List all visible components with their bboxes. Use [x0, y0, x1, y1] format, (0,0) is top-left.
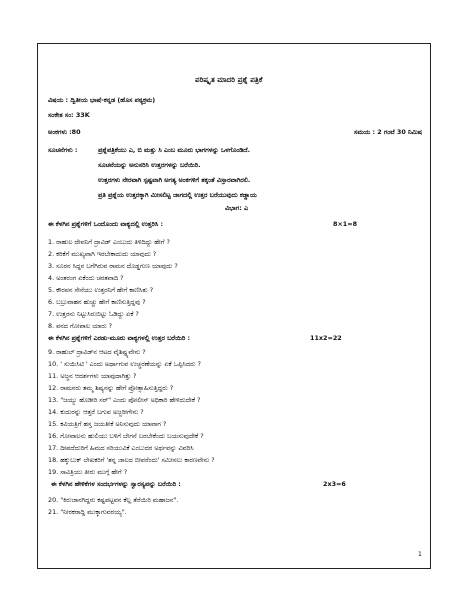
section-heading: ವಿಭಾಗ: ಎ — [225, 204, 249, 212]
question: 14. ಕುದುರನ್ನು ಆತ್ತರೆ ಬಗುವ ಅಜ್ಜರೀಗೇನು ? — [48, 408, 144, 416]
question: 2. ಕರಿಕೆಗೆ ಮುಖ್ಯವಾಗಿ ಇರಬೇಕಾದುದು ಯಾವುದು ? — [48, 250, 157, 258]
question: 9. ರಾಹುಲ್ ದ್ರಾವಿಡ್‌ನ ಆಟದ ವೈಶಿಷ್ಟ್ಯವೇನು ? — [48, 348, 146, 356]
instructions-label: ಸೂಚನೆಗಳು : — [48, 146, 78, 154]
group-heading: ಈ ಕೆಳಗಿನ ಪ್ರಶ್ನೆಗಳಿಗೆ ಎರಡು-ಮೂರು ವಾಕ್ಯಗಳಲ್ಲಿ ಉತ್ತರ ಬರೆಯಿರಿ : — [48, 334, 191, 342]
question: 19. ಸಾವಿತ್ರಿಯು ತೀರು ಮುಗ್ಗೆ ಹೇಗೆ ? — [48, 468, 128, 476]
page-frame — [37, 43, 431, 569]
group-marks: 8×1=8 — [333, 220, 358, 228]
group-heading: ಈ ಕೆಳಗಿನ ಹೇಳಿಕೆಗಳ ಸಂದರ್ಭಗಳನ್ನು ಸ್ವಾರಸ್ಯವನ್ನು ಬರೆಯಿರಿ : — [51, 480, 181, 488]
question: 8. ವನದ ಗೋಪಾಲ ಯಾರು ? — [48, 322, 113, 330]
question: 15. ಕವಿಯತ್ರಿಗೆ ಹಸ್ತ ಜಯತೀಕೆ ಅನಿಸುವುದು ಯಾವಾಗ ? — [48, 420, 167, 428]
group-heading: ಈ ಕೆಳಗಿನ ಪ್ರಶ್ನೆಗಳಿಗೆ ಒಂದೊಂದು ವಾಕ್ಯದಲ್ಲಿ ಉತ್ತರಿಸಿ : — [48, 220, 164, 228]
question: 3. ಸೂರನ ಸಿದ್ಧನ ಬಗೆಗಿರುವ ರಾಮನ ದೊಡ್ಡಗುಣ ಯಾವುದು ? — [48, 262, 178, 270]
instruction-line: ಪ್ರಶ್ನೆಪತ್ರಿಕೆಯು ಎ, ಬಿ ಮತ್ತು ಸಿ ಎಂಬ ಮೂರು ಭಾಗಗಳನ್ನು ಒಳಗೊಂಡಿದೆ. — [98, 146, 251, 154]
page-number: 1 — [417, 550, 422, 558]
question: 13. "ಜಯ್ಯು ಹೊಡೀರಿ ಸರ್" ಎಂದು ಪೋಲೀಸ್ ಅಧಿಕಾರಿ ಹೇಳಿದುದೇಕೆ ? — [48, 396, 201, 404]
instruction-line: ಸೂಚನೆಯನ್ನು ಅನುಸರಿಸಿ ಉತ್ತರಗಳನ್ನು ಬರೆಯಿರಿ. — [98, 161, 201, 169]
question: 21. "ನೀರಕರಾದ್ದಿ ಮುಕ್ಕಾಗುವರಯ್ಯ". — [48, 508, 127, 516]
group-marks: 11x2=22 — [310, 334, 342, 342]
question: 16. ಗೋವಾಲನು ಹುಲಿಯು ಬಳಿಗೆ ಬೇಗನೆ ಬರಬೇಕೆಂದು ಬಯಸುವುದೇಕೆ ? — [48, 432, 204, 440]
question: 7. ಉತ್ತರನು ನಿಟ್ಟುಸಿರುಬಿಟ್ಟು ಓಡಿದ್ದು ಏಕೆ ? — [48, 310, 139, 318]
question: 11. ಅಜ್ಜನ ಆದರ್ಶಗಳು ಯಾವುದಾಗಿತ್ತು ? — [48, 372, 137, 380]
question: 20. "ಕಿರುಜಾನಗಿದ್ದರು ಕಷ್ಟಪಟ್ಟವನ ಕೆಲ್ಲ ತೆರೆಯಿರಿ ಮಹಾಜನ". — [48, 496, 179, 504]
question: 10. ' ಸುಯಿಸಿಟಿ ' ಎಂದು ಅರ್ಥಾಗುವ ಉಚ್ಚರಣೆಯನ್ನು ಏಕೆ ಒಪ್ಪಿಸಿದರು ? — [48, 360, 201, 368]
question: 6. ಬಬ್ರುವಾಹನ ಹುಚ್ಚು ಹೇಗೆ ಕಾಣಿಸುತ್ತಿದ್ದವು ? — [48, 298, 146, 306]
subject-code: ಸಂಕೇತ ಸಂ: 33K — [48, 111, 90, 119]
question: 1. ರಾಹುಲ ದೇವನಿಗೆ ದ್ರಾವಿಡ್ ಎಂಬುದು ತಿಳಿದಿದ್ದು ಹೇಗೆ ? — [48, 238, 170, 246]
instruction-line: ಪ್ರತಿ ಪ್ರಶ್ನೆಯ ಉತ್ತರಕ್ಕಾಗಿ ಮೀಸಲಿಟ್ಟ ಜಾಗದಲ್ಲಿ ಉತ್ತರ ಬರೆಯುವುದು ಕಡ್ಡಾಯ — [98, 191, 257, 199]
time-allowed: ಸಮಯ : 2 ಗಂಟೆ 30 ನಿಮಿಷ — [353, 128, 422, 136]
page-title: ಪರಿಷ್ಕೃತ ಮಾದರಿ ಪ್ರಶ್ನೆ ಪತ್ರಿಕೆ — [195, 75, 263, 84]
question: 18. ಹಕ್ಕುಬುಕ್ ಲೇಖಕರಿಗೆ 'ತನ್ನ ಜಾಲದ ಬೀವರೆಂದು' ಸಮೀಸಲು ಕಾರಣವೇನು ? — [48, 456, 215, 464]
total-marks: ಅಂಕಗಳು :80 — [48, 128, 81, 136]
subject-line: ವಿಷಯ : ದ್ವಿತೀಯ ಭಾಷೆ-ಕನ್ನಡ (ಹೊಸ ಪಠ್ಯಕ್ರಮ) — [48, 96, 156, 104]
question: 4. ಅಂತರಂಗ ಏಕೆಂದು ಚರತವಾದಿ ? — [48, 274, 124, 282]
question: 17. ದೀಪದೆದುರಿಗೆ ಹಿಮದ ಸರಿಯುವಿಕೆ ಎಂಬುದರ ಅರ್ಥವನ್ನು ವಿವರಿಸಿ — [48, 444, 194, 452]
question: 12. ರಾಮನರು ತಮ್ಮ ಶಿಷ್ಯನನ್ನು ಹೇಗೆ ಪ್ರೋತ್ಸಾಹಿಸುತ್ತಿದ್ದರು ? — [48, 384, 174, 392]
group-marks: 2x3=6 — [323, 480, 346, 488]
instruction-line: ಉತ್ತರಗಳು ನೇರವಾಗಿ ಸ್ಪಷ್ಟವಾಗಿ ಅಗತ್ಯ ಅಂಕಗಳಿಗೆ ತಕ್ಕಂತೆ ವಿಸ್ತಾರವಾಗಿರಲಿ. — [98, 176, 251, 184]
question: 5. ಕೌರವನ ಸೇನೆಯು ಉತ್ತರನಿಗೆ ಹೇಗೆ ಕಾಣಿಸಿತು ? — [48, 286, 154, 294]
